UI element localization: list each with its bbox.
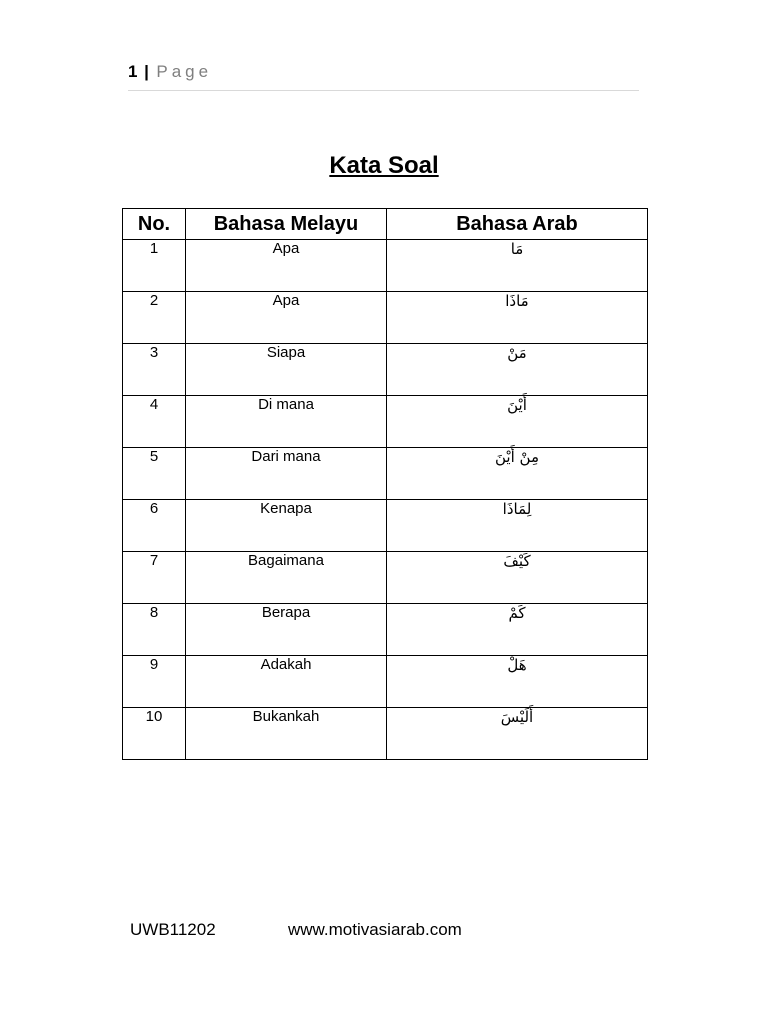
arabic-word: أَلَيْسَ [387,708,648,760]
arabic-word: مَاذَا [387,292,648,344]
page-header [128,62,639,91]
table-row [123,240,648,292]
malay-word: Dari mana [186,448,387,500]
arabic-word: هَلْ [387,656,648,708]
malay-word: Kenapa [186,500,387,552]
row-number: 9 [123,656,186,708]
table-row [123,396,648,448]
header-bahasa-melayu: Bahasa Melayu [186,209,387,240]
footer-code: UWB11202 [130,920,216,939]
malay-word: Apa [186,292,387,344]
row-number: 7 [123,552,186,604]
header-no: No. [123,209,186,240]
row-number: 5 [123,448,186,500]
table-header-row [123,209,648,240]
table-row [123,292,648,344]
table-row [123,344,648,396]
malay-word: Apa [186,240,387,292]
malay-word: Adakah [186,656,387,708]
arabic-word: مَنْ [387,344,648,396]
page-label: Page [156,62,213,81]
row-number: 8 [123,604,186,656]
page-number: 1 | [128,62,150,81]
arabic-word: مِنْ أَيْنَ [387,448,648,500]
row-number: 6 [123,500,186,552]
malay-word: Siapa [186,344,387,396]
table-row [123,500,648,552]
arabic-word: أَيْنَ [387,396,648,448]
table-row [123,708,648,760]
arabic-word: كَمْ [387,604,648,656]
page-title: Kata Soal [329,152,439,179]
row-number: 10 [123,708,186,760]
row-number: 4 [123,396,186,448]
row-number: 3 [123,344,186,396]
row-number: 1 [123,240,186,292]
table-row [123,552,648,604]
malay-word: Berapa [186,604,387,656]
arabic-word: لِمَاذَا [387,500,648,552]
arabic-word: كَيْفَ [387,552,648,604]
arabic-word: مَا [387,240,648,292]
row-number: 2 [123,292,186,344]
table-row [123,656,648,708]
vocabulary-table [122,208,648,760]
header-bahasa-arab: Bahasa Arab [387,209,648,240]
table-row [123,448,648,500]
table-row [123,604,648,656]
malay-word: Bagaimana [186,552,387,604]
malay-word: Di mana [186,396,387,448]
footer-url: www.motivasiarab.com [288,920,462,939]
malay-word: Bukankah [186,708,387,760]
